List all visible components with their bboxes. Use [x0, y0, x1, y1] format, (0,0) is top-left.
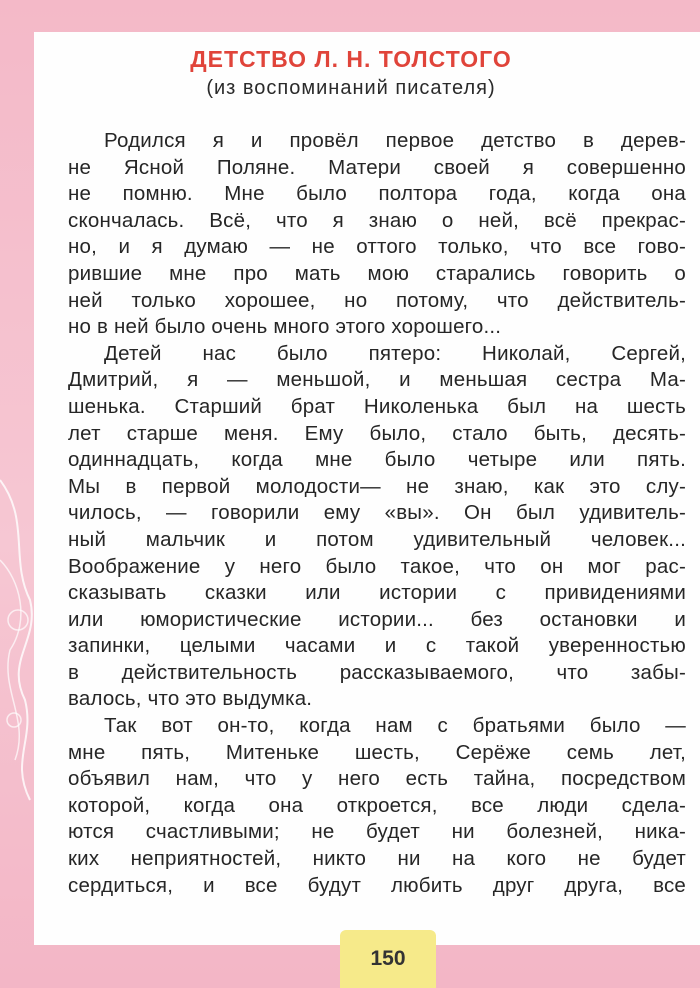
- chapter-title: ДЕТСТВО Л. Н. ТОЛСТОГО: [190, 46, 512, 72]
- text-line: Дмитрий, я — меньшой, и меньшая сестра Ма-: [68, 368, 686, 392]
- text-line: но в ней было очень много этого хорошего...: [68, 315, 502, 339]
- text-line: ких неприятностей, никто ни на кого не будет: [68, 847, 686, 871]
- text-line: запинки, целыми часами и с такой уверенностью: [68, 634, 686, 658]
- body-text: [68, 128, 686, 899]
- text-line: Так вот он-то, когда нам с братьями было —: [104, 714, 686, 738]
- text-line: не Ясной Поляне. Матери своей я совершенно: [68, 155, 686, 179]
- text-line: рившие мне про мать мою старались говорить о: [68, 261, 686, 285]
- text-line: валось, что это выдумка.: [68, 687, 313, 711]
- text-line: ный мальчик и потом удивительный человек...: [68, 527, 686, 551]
- text-line: Детей нас было пятеро: Николай, Сергей,: [104, 341, 686, 365]
- text-line: одиннадцать, когда мне было четыре или пять.: [68, 448, 686, 472]
- text-line: шенька. Старший брат Николенька был на шесть: [68, 394, 686, 418]
- chapter-subtitle: (из воспоминаний писателя): [206, 77, 496, 99]
- text-line: ются счастливыми; не будет ни болезней, ника-: [68, 820, 686, 844]
- text-line: Родился я и провёл первое детство в дерев-: [104, 129, 686, 152]
- text-line: не помню. Мне было полтора года, когда она: [68, 182, 686, 206]
- text-line: которой, когда она откроется, все люди сдела-: [68, 793, 686, 817]
- page-number: 150: [340, 930, 436, 988]
- text-line: в действительность рассказываемого, что забы-: [68, 660, 686, 684]
- text-line: лет старше меня. Ему было, стало быть, десять-: [68, 421, 686, 445]
- text-line: Воображение у него было такое, что он мог рас-: [68, 554, 686, 578]
- text-line: мне пять, Митеньке шесть, Серёже семь лет,: [68, 740, 686, 764]
- text-line: сказывать сказки или истории с привидениями: [68, 581, 686, 605]
- text-line: скончалась. Всё, что я знаю о ней, всё прекрас-: [68, 208, 686, 232]
- text-line: чилось, — говорили ему «вы». Он был удивитель-: [68, 501, 686, 525]
- text-line: или юмористические истории... без остановки и: [68, 607, 686, 631]
- text-line: сердиться, и все будут любить друг друга, все: [68, 873, 686, 897]
- chapter-header: [34, 44, 700, 102]
- text-line: Мы в первой молодости— не знаю, как это слу-: [68, 474, 686, 498]
- text-line: ней только хорошее, но потому, что действитель-: [68, 288, 686, 312]
- text-line: объявил нам, что у него есть тайна, посредством: [68, 767, 686, 791]
- text-line: но, и я думаю — не оттого только, что все гово-: [68, 235, 686, 259]
